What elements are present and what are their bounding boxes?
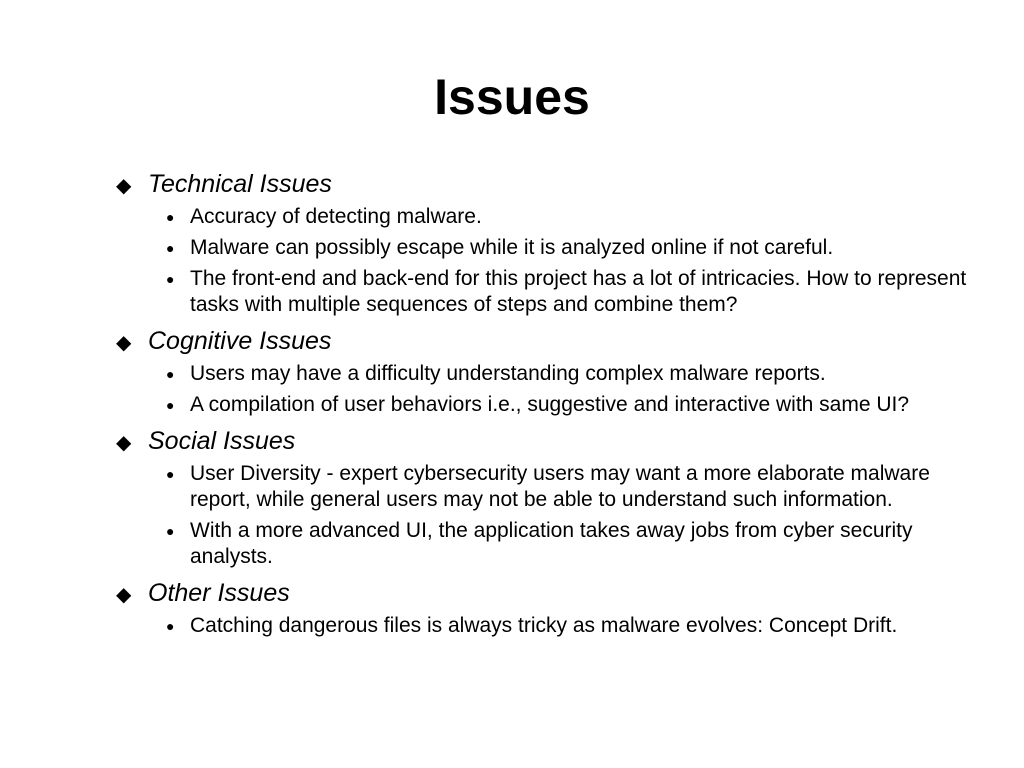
list-item [166, 518, 994, 570]
section-technical-issues [114, 166, 994, 318]
section-items [166, 461, 994, 570]
diamond-bullet-icon: ◆ [116, 584, 132, 606]
dot-bullet-icon: ● [166, 466, 175, 482]
diamond-bullet-icon: ◆ [116, 432, 132, 454]
section-heading-text: Social Issues [148, 427, 296, 455]
dot-bullet-icon: ● [166, 271, 175, 287]
list-item-text: With a more advanced UI, the application takes away jobs from cyber security analysts. [190, 519, 913, 568]
section-heading-text: Other Issues [148, 579, 290, 607]
section-heading [114, 166, 994, 204]
diamond-bullet-icon: ◆ [116, 332, 132, 354]
slide-title: Issues [434, 69, 590, 125]
list-item-text: Users may have a difficulty understanding complex malware reports. [190, 362, 826, 385]
dot-bullet-icon: ● [166, 618, 175, 634]
dot-bullet-icon: ● [166, 523, 175, 539]
list-item [166, 204, 994, 230]
section-heading [114, 423, 994, 461]
slide-content [114, 166, 994, 644]
list-item-text: Malware can possibly escape while it is analyzed online if not careful. [190, 236, 834, 259]
section-other-issues [114, 575, 994, 639]
list-item-text: A compilation of user behaviors i.e., suggestive and interactive with same UI? [190, 393, 910, 416]
section-items [166, 361, 994, 418]
list-item [166, 461, 994, 513]
list-item-text: User Diversity - expert cybersecurity users may want a more elaborate malware report, while general users may not be able to understand such information. [190, 462, 930, 511]
list-item-text: Accuracy of detecting malware. [190, 205, 482, 228]
list-item [166, 235, 994, 261]
section-items [166, 613, 994, 639]
section-heading [114, 323, 994, 361]
list-item-text: Catching dangerous files is always tricky as malware evolves: Concept Drift. [190, 614, 898, 637]
section-cognitive-issues [114, 323, 994, 418]
dot-bullet-icon: ● [166, 366, 175, 382]
list-item [166, 613, 994, 639]
section-social-issues [114, 423, 994, 570]
dot-bullet-icon: ● [166, 240, 175, 256]
section-heading-text: Technical Issues [148, 170, 332, 198]
diamond-bullet-icon: ◆ [116, 175, 132, 197]
list-item [166, 392, 994, 418]
dot-bullet-icon: ● [166, 397, 175, 413]
list-item [166, 361, 994, 387]
list-item [166, 266, 994, 318]
section-items [166, 204, 994, 318]
section-heading [114, 575, 994, 613]
list-item-text: The front-end and back-end for this project has a lot of intricacies. How to represent tasks with multiple sequences of steps and combine them? [190, 267, 967, 316]
section-heading-text: Cognitive Issues [148, 327, 332, 355]
dot-bullet-icon: ● [166, 209, 175, 225]
